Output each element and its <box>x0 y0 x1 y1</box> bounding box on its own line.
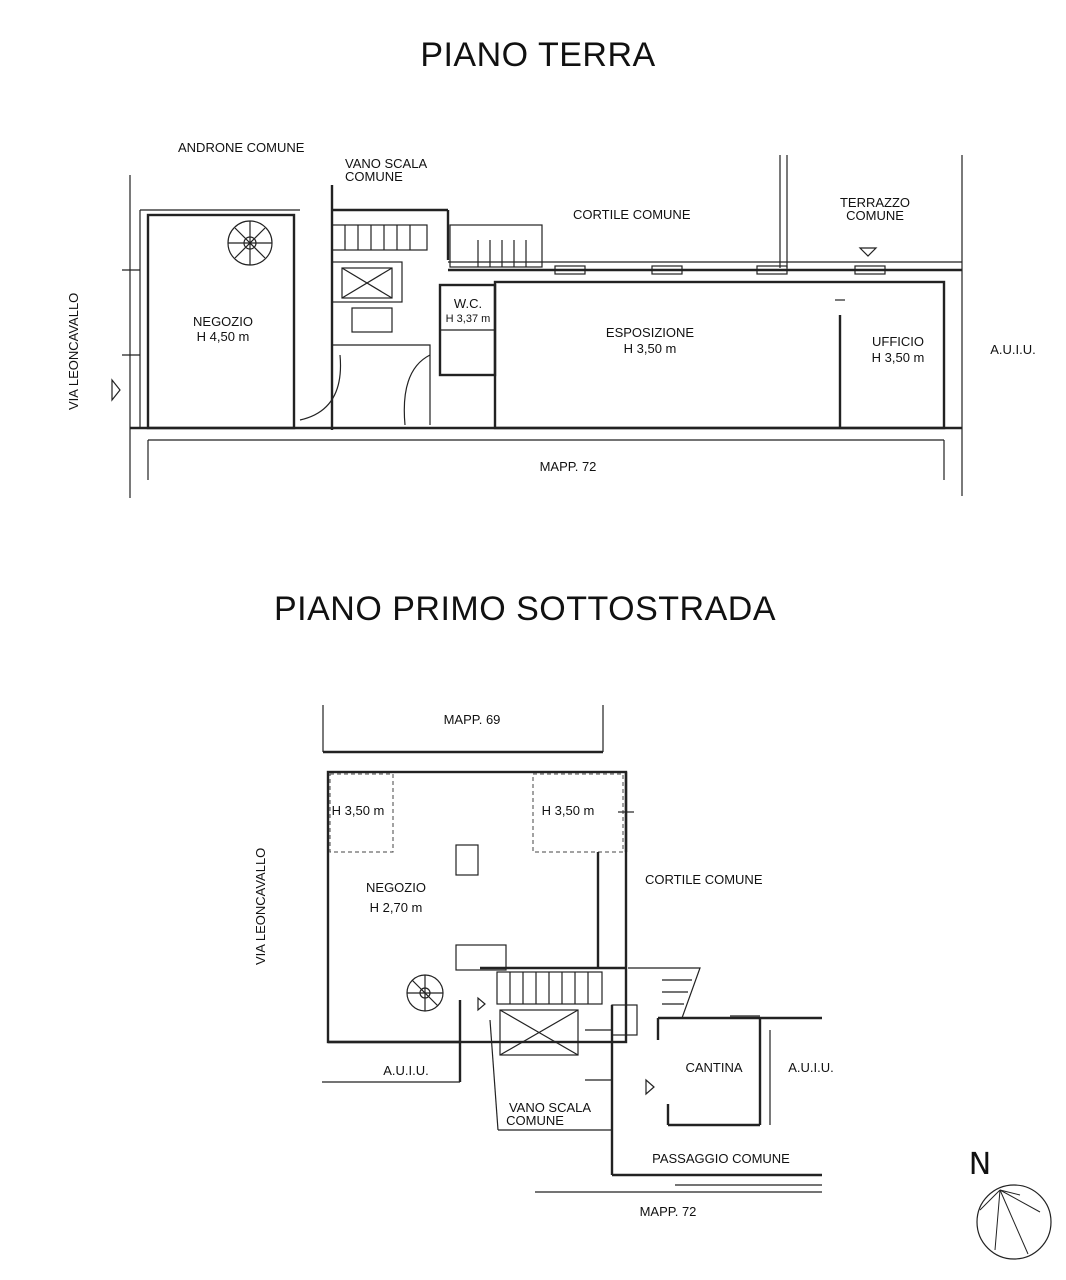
basement-negozio-label: NEGOZIO <box>366 880 426 895</box>
basement-cortile-label: CORTILE COMUNE <box>645 872 763 887</box>
auiu-right-label: A.U.I.U. <box>788 1060 834 1075</box>
androne-label: ANDRONE COMUNE <box>178 140 305 155</box>
auiu-left-label: A.U.I.U. <box>383 1063 429 1078</box>
compass-icon <box>977 1185 1051 1259</box>
street-label: VIA LEONCAVALLO <box>66 292 81 410</box>
esposizione-height: H 3,50 m <box>623 341 677 356</box>
ufficio-label: UFFICIO <box>872 334 924 349</box>
passaggio-label: PASSAGGIO COMUNE <box>652 1151 790 1166</box>
negozio-label: NEGOZIO <box>193 314 253 329</box>
terrazzo-label-2: COMUNE <box>846 208 904 223</box>
mapp-72-bottom-label: MAPP. 72 <box>639 1204 697 1219</box>
terrazzo-label: TERRAZZO <box>839 195 911 210</box>
height-right-label: H 3,50 m <box>541 803 595 818</box>
basement-title: PIANO PRIMO SOTTOSTRADA <box>273 590 777 628</box>
mapp-72-label: MAPP. 72 <box>539 459 597 474</box>
mapp-69-label: MAPP. 69 <box>443 712 501 727</box>
ufficio-height: H 3,50 m <box>871 350 925 365</box>
vano-scala-label-2: COMUNE <box>345 169 403 184</box>
basement-vano-scala-label-2: COMUNE <box>506 1113 564 1128</box>
basement-vano-scala-label: VANO SCALA <box>508 1100 592 1115</box>
height-left-label: H 3,50 m <box>331 803 385 818</box>
ground-floor-title: PIANO TERRA <box>420 36 656 74</box>
basement-plan <box>322 705 822 1192</box>
vano-scala-label: VANO SCALA <box>345 156 428 171</box>
wc-label: W.C. <box>453 296 483 311</box>
cortile-label: CORTILE COMUNE <box>573 207 691 222</box>
auiu-label: A.U.I.U. <box>990 342 1036 357</box>
negozio-height: H 4,50 m <box>196 329 250 344</box>
north-label: N <box>968 1147 992 1182</box>
wc-height: H 3,37 m <box>445 313 491 325</box>
basement-negozio-height: H 2,70 m <box>369 900 423 915</box>
esposizione-label: ESPOSIZIONE <box>605 325 695 340</box>
basement-street-label: VIA LEONCAVALLO <box>253 847 268 965</box>
cantina-label: CANTINA <box>685 1060 743 1075</box>
